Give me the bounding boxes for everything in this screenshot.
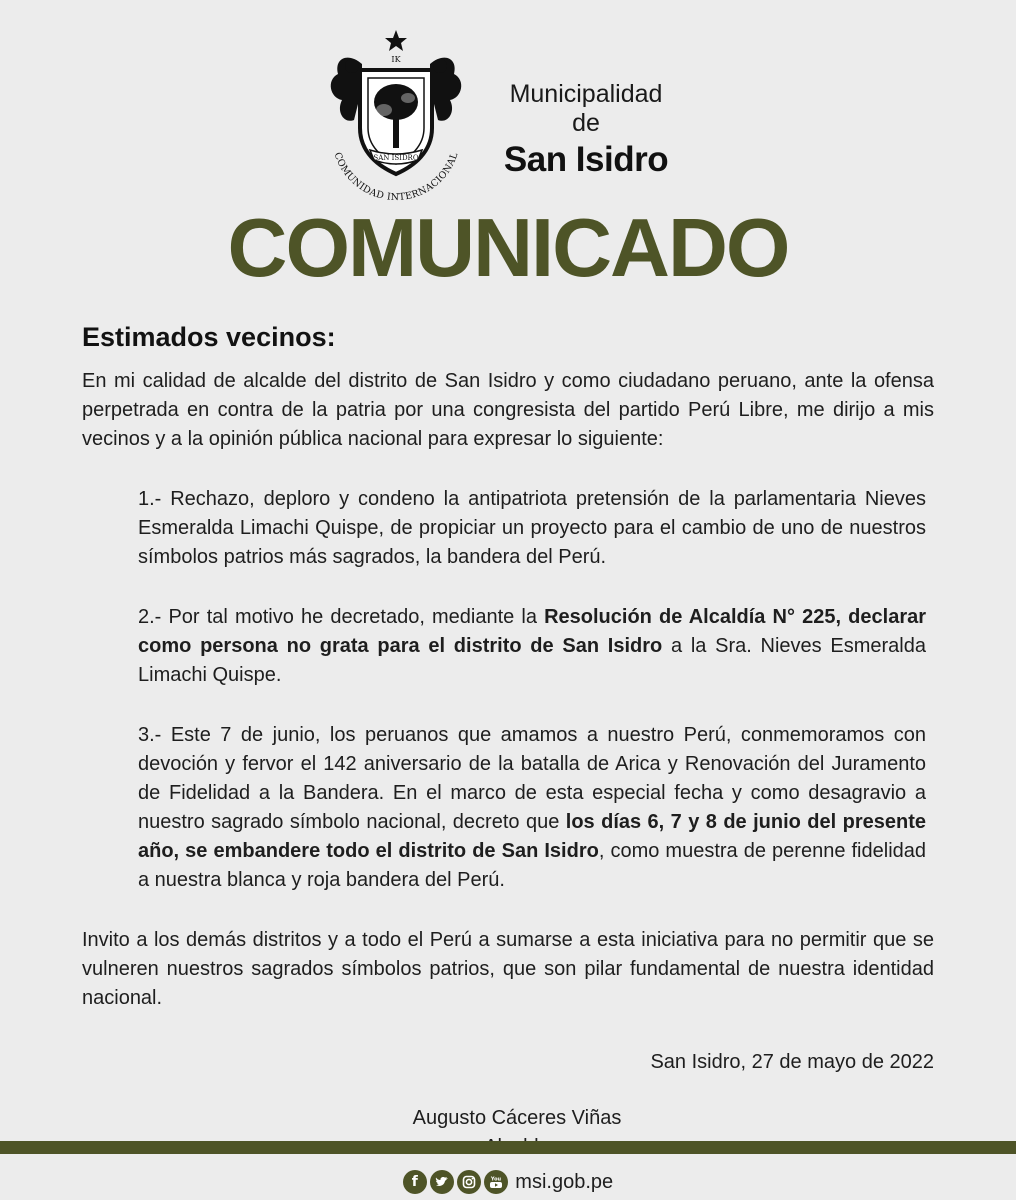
coat-of-arms-icon bbox=[318, 28, 474, 203]
point-2-tail: a la Sra. Nieves Esmeralda Limachi Quispe. bbox=[138, 635, 926, 686]
footer bbox=[0, 1170, 1016, 1194]
point-2-text: 2.- Por tal motivo he decretado, mediante la bbox=[138, 606, 545, 628]
point-2 bbox=[138, 603, 926, 690]
org-name: San Isidro bbox=[503, 139, 669, 179]
point-3-tail: , como muestra de perenne fidelidad a nuestra blanca y roja bandera del Perú. bbox=[138, 840, 927, 891]
point-1: 1.- Rechazo, deploro y condeno la antipatriota pretensión de la parlamentaria Nieves Esmeralda Limachi Quispe, de propiciar un proyecto para el cambio de uno de nuestros símbolos patrios más sagrados, la bandera del Perú. bbox=[138, 488, 926, 568]
point-3-bold: los días 6, 7 y 8 de junio del presente año, se embandere todo el distrito de San Isidro bbox=[138, 811, 927, 862]
svg-text:SAN ISIDRO: SAN ISIDRO bbox=[373, 154, 419, 162]
document-title: COMUNICADO bbox=[227, 201, 789, 294]
org-line-de: de bbox=[572, 108, 600, 137]
twitter-icon[interactable] bbox=[430, 1170, 454, 1194]
website-link[interactable]: msi.gob.pe bbox=[515, 1170, 614, 1193]
instagram-icon[interactable] bbox=[457, 1170, 481, 1194]
svg-text:IK: IK bbox=[391, 55, 401, 64]
youtube-icon[interactable] bbox=[484, 1170, 508, 1194]
facebook-icon[interactable]: f bbox=[403, 1170, 427, 1194]
organization-name-block bbox=[478, 80, 694, 180]
signer-name: Augusto Cáceres Viñas bbox=[412, 1107, 622, 1129]
svg-text:COMUNIDAD INTERNACIONAL: COMUNIDAD INTERNACIONAL bbox=[331, 150, 461, 203]
date-line: San Isidro, 27 de mayo de 2022 bbox=[650, 1051, 934, 1073]
document-body bbox=[82, 322, 934, 1162]
letterhead bbox=[0, 28, 1016, 208]
org-line-municipalidad: Municipalidad bbox=[509, 80, 663, 108]
footer-divider bbox=[0, 1141, 1016, 1154]
point-3 bbox=[138, 721, 926, 895]
closing-paragraph: Invito a los demás distritos y a todo el Perú a sumarse a esta iniciativa para no permitir que se vulneren nuestros sagrados símbolos patrios, que son pilar fundamental de nuestra identidad nacional. bbox=[82, 929, 934, 1009]
point-3-text: 3.- Este 7 de junio, los peruanos que amamos a nuestro Perú, conmemoramos con devoción y fervor el 142 aniversario de la batalla de Arica y Renovación del Juramento de Fidelidad a la Bandera. En el marco de esta especial fecha y como desagravio a nuestro sagrado símbolo nacional, decreto que bbox=[138, 724, 926, 833]
point-2-bold: Resolución de Alcaldía N° 225, declarar como persona no grata para el distrito de San Isidro bbox=[138, 606, 927, 657]
intro-paragraph: En mi calidad de alcalde del distrito de San Isidro y como ciudadano peruano, ante la ofensa perpetrada en contra de la patria por una congresista del partido Perú Libre, me dirijo a mis vecinos y a la opinión pública nacional para expresar lo siguiente: bbox=[82, 370, 934, 450]
svg-text:You: You bbox=[490, 1176, 501, 1183]
social-icons bbox=[403, 1170, 508, 1194]
greeting: Estimados vecinos: bbox=[82, 322, 336, 352]
